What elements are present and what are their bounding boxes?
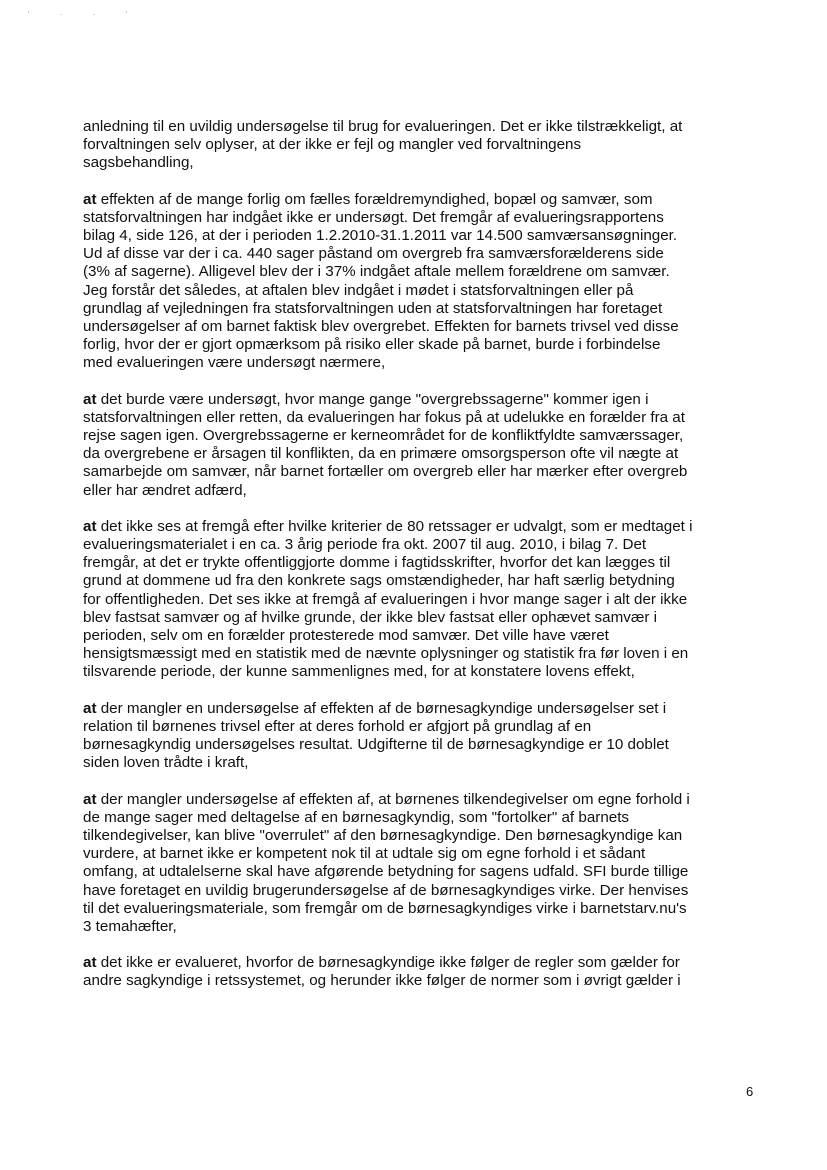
text-line <box>83 409 773 427</box>
line-text: med evalueringen være undersøgt nærmere, <box>83 354 386 372</box>
line-text: andre sagkyndige i retssystemet, og herunder ikke følger de normer som i øvrigt gælder i <box>83 972 681 990</box>
text-line <box>83 300 773 318</box>
line-text: eller har ændret adfærd, <box>83 481 247 499</box>
text-line <box>83 227 773 245</box>
line-text: siden loven trådte i kraft, <box>83 754 249 772</box>
page-number: 6 <box>746 1084 754 1099</box>
line-text: hensigtsmæssigt med en statistik med de nævnte oplysninger og statistik fra før loven i en <box>83 645 689 663</box>
line-text: rejse sagen igen. Overgrebssagerne er kerneområdet for de konfliktfyldte samværssager, <box>83 427 684 445</box>
line-text: vurdere, at barnet ikke er kompetent nok til at udtale sig om egne forhold i et sådant <box>83 845 646 863</box>
line-text: forvaltningen selv oplyser, at der ikke er fejl og mangler ved forvaltningens <box>83 136 582 154</box>
text-line <box>83 554 773 572</box>
text-line <box>83 482 773 500</box>
text-line <box>83 427 773 445</box>
paragraph <box>83 791 773 937</box>
line-text: forlig, hvor der er gjort opmærksom på risiko eller skade på barnet, burde i forbindelse <box>83 336 661 354</box>
text-line <box>83 972 773 990</box>
line-text: Jeg forstår det således, at aftalen blev indgået i mødet i statsforvaltningen eller på <box>83 281 634 299</box>
text-line <box>83 954 773 972</box>
paragraph <box>83 954 773 990</box>
body-text <box>83 118 773 1009</box>
line-text: fremgår, at det er trykte offentliggjorte domme i fagtidsskrifter, hvorfor det kan lægges til <box>83 554 671 572</box>
text-line <box>83 827 773 845</box>
paragraph <box>83 518 773 682</box>
paragraph <box>83 700 773 773</box>
paragraph <box>83 118 773 173</box>
text-line <box>83 736 773 754</box>
line-text: for offentligheden. Det ses ikke at fremgå af evalueringen i hvor mange sager i alt der ikke <box>83 590 688 608</box>
paragraph-lead-word: at <box>83 190 97 208</box>
text-line <box>83 245 773 263</box>
text-line <box>83 282 773 300</box>
text-line <box>83 336 773 354</box>
text-line <box>83 136 773 154</box>
paragraph-lead-word: at <box>83 790 97 808</box>
text-line <box>83 900 773 918</box>
text-line <box>83 609 773 627</box>
text-line <box>83 700 773 718</box>
line-text: samarbejde om samvær, når barnet fortæller om overgreb eller har mærker efter overgreb <box>83 463 688 481</box>
text-line <box>83 663 773 681</box>
text-line <box>83 845 773 863</box>
line-text: sagsbehandling, <box>83 154 194 172</box>
line-text: relation til børnenes trivsel efter at deres forhold er afgjort på grundlag af en <box>83 717 592 735</box>
line-text: undersøgelser af om barnet faktisk blev overgrebet. Effekten for barnets trivsel ved disse <box>83 318 679 336</box>
line-text: de mange sager med deltagelse af en børnesagkyndig, som "fortolker" af barnets <box>83 808 630 826</box>
line-text: tilsvarende periode, der kunne sammenlignes med, for at konstatere lovens effekt, <box>83 663 635 681</box>
line-text: der mangler en undersøgelse af effekten af de børnesagkyndige undersøgelser set i <box>96 699 667 717</box>
paragraph <box>83 391 773 500</box>
text-line <box>83 645 773 663</box>
text-line <box>83 191 773 209</box>
text-line <box>83 354 773 372</box>
line-text: det ikke er evalueret, hvorfor de børnesagkyndige ikke følger de regler som gælder for <box>96 954 680 972</box>
text-line <box>83 591 773 609</box>
text-line <box>83 918 773 936</box>
line-text: det ikke ses at fremgå efter hvilke kriterier de 80 retssager er udvalgt, som er medtaget i <box>96 517 693 535</box>
paragraph <box>83 191 773 373</box>
line-text: tilkendegivelser, kan blive "overrulet" af den børnesagkyndige. Den børnesagkyndige kan <box>83 826 683 844</box>
line-text: børnesagkyndig undersøgelses resultat. Udgifterne til de børnesagkyndige er 10 doblet <box>83 736 669 754</box>
text-line <box>83 263 773 281</box>
line-text: til det evalueringsmateriale, som fremgår om de børnesagkyndiges virke i barnetstarv.nu's <box>83 899 687 917</box>
text-line <box>83 627 773 645</box>
text-line <box>83 118 773 136</box>
line-text: blev fastsat samvær og af hvilke grunde, der ikke blev fastsat eller ophævet samvær i <box>83 608 658 626</box>
text-line <box>83 718 773 736</box>
line-text: anledning til en uvildig undersøgelse til brug for evalueringen. Det er ikke tilstrækkeligt, at <box>83 118 683 135</box>
text-line <box>83 518 773 536</box>
line-text: statsforvaltningen eller retten, da evalueringen har fokus på at udelukke en forælder fra at <box>83 408 685 426</box>
line-text: grundlag af vejledningen fra statsforvaltningen uden at statsforvaltningen har foretaget <box>83 299 663 317</box>
text-line <box>83 463 773 481</box>
line-text: bilag 4, side 126, at der i perioden 1.2.2010-31.1.2011 var 14.500 samværsansøgninger. <box>83 227 678 245</box>
text-line <box>83 754 773 772</box>
line-text: statsforvaltningen har indgået ikke er undersøgt. Det fremgår af evalueringsrapportens <box>83 208 664 226</box>
line-text: perioden, selv om en forælder protesterede mod samvær. Det ville have været <box>83 627 609 645</box>
line-text: evalueringsmaterialet i en ca. 3 årig periode fra okt. 2007 til aug. 2010, i bilag 7. Det <box>83 536 647 554</box>
line-text: (3% af sagerne). Alligevel blev der i 37% indgået aftale mellem forældrene om samvær. <box>83 263 670 281</box>
line-text: da overgrebene er årsagen til konflikten, da en primære omsorgsperson ofte vil nægte at <box>83 445 679 463</box>
text-line <box>83 791 773 809</box>
paragraph-lead-word: at <box>83 517 97 535</box>
line-text: Ud af disse var der i ca. 440 sager påstand om overgreb fra samværsforælderens side <box>83 245 664 263</box>
text-line <box>83 863 773 881</box>
text-line <box>83 536 773 554</box>
scan-artifact-marks: ' · · ' <box>28 10 142 19</box>
line-text: 3 temahæfter, <box>83 917 177 935</box>
text-line <box>83 318 773 336</box>
text-line <box>83 882 773 900</box>
text-line <box>83 154 773 172</box>
paragraph-lead-word: at <box>83 390 97 408</box>
text-line <box>83 572 773 590</box>
line-text: det burde være undersøgt, hvor mange gange "overgrebssagerne" kommer igen i <box>96 390 649 408</box>
text-line <box>83 391 773 409</box>
text-line <box>83 445 773 463</box>
line-text: have foretaget en uvildig brugerundersøgelse af de børnesagkyndiges virke. Der henvises <box>83 881 689 899</box>
line-text: grund at dommene ud fra den konkrete sags omstændigheder, har haft særlig betydning <box>83 572 675 590</box>
paragraph-lead-word: at <box>83 954 97 972</box>
line-text: omfang, at udtalelserne skal have afgørende betydning for sagens udfald. SFI burde tillige <box>83 863 689 881</box>
text-line <box>83 809 773 827</box>
paragraph-lead-word: at <box>83 699 97 717</box>
line-text: der mangler undersøgelse af effekten af, at børnenes tilkendegivelser om egne forhold i <box>96 790 690 808</box>
text-line <box>83 209 773 227</box>
line-text: effekten af de mange forlig om fælles forældremyndighed, bopæl og samvær, som <box>96 190 653 208</box>
